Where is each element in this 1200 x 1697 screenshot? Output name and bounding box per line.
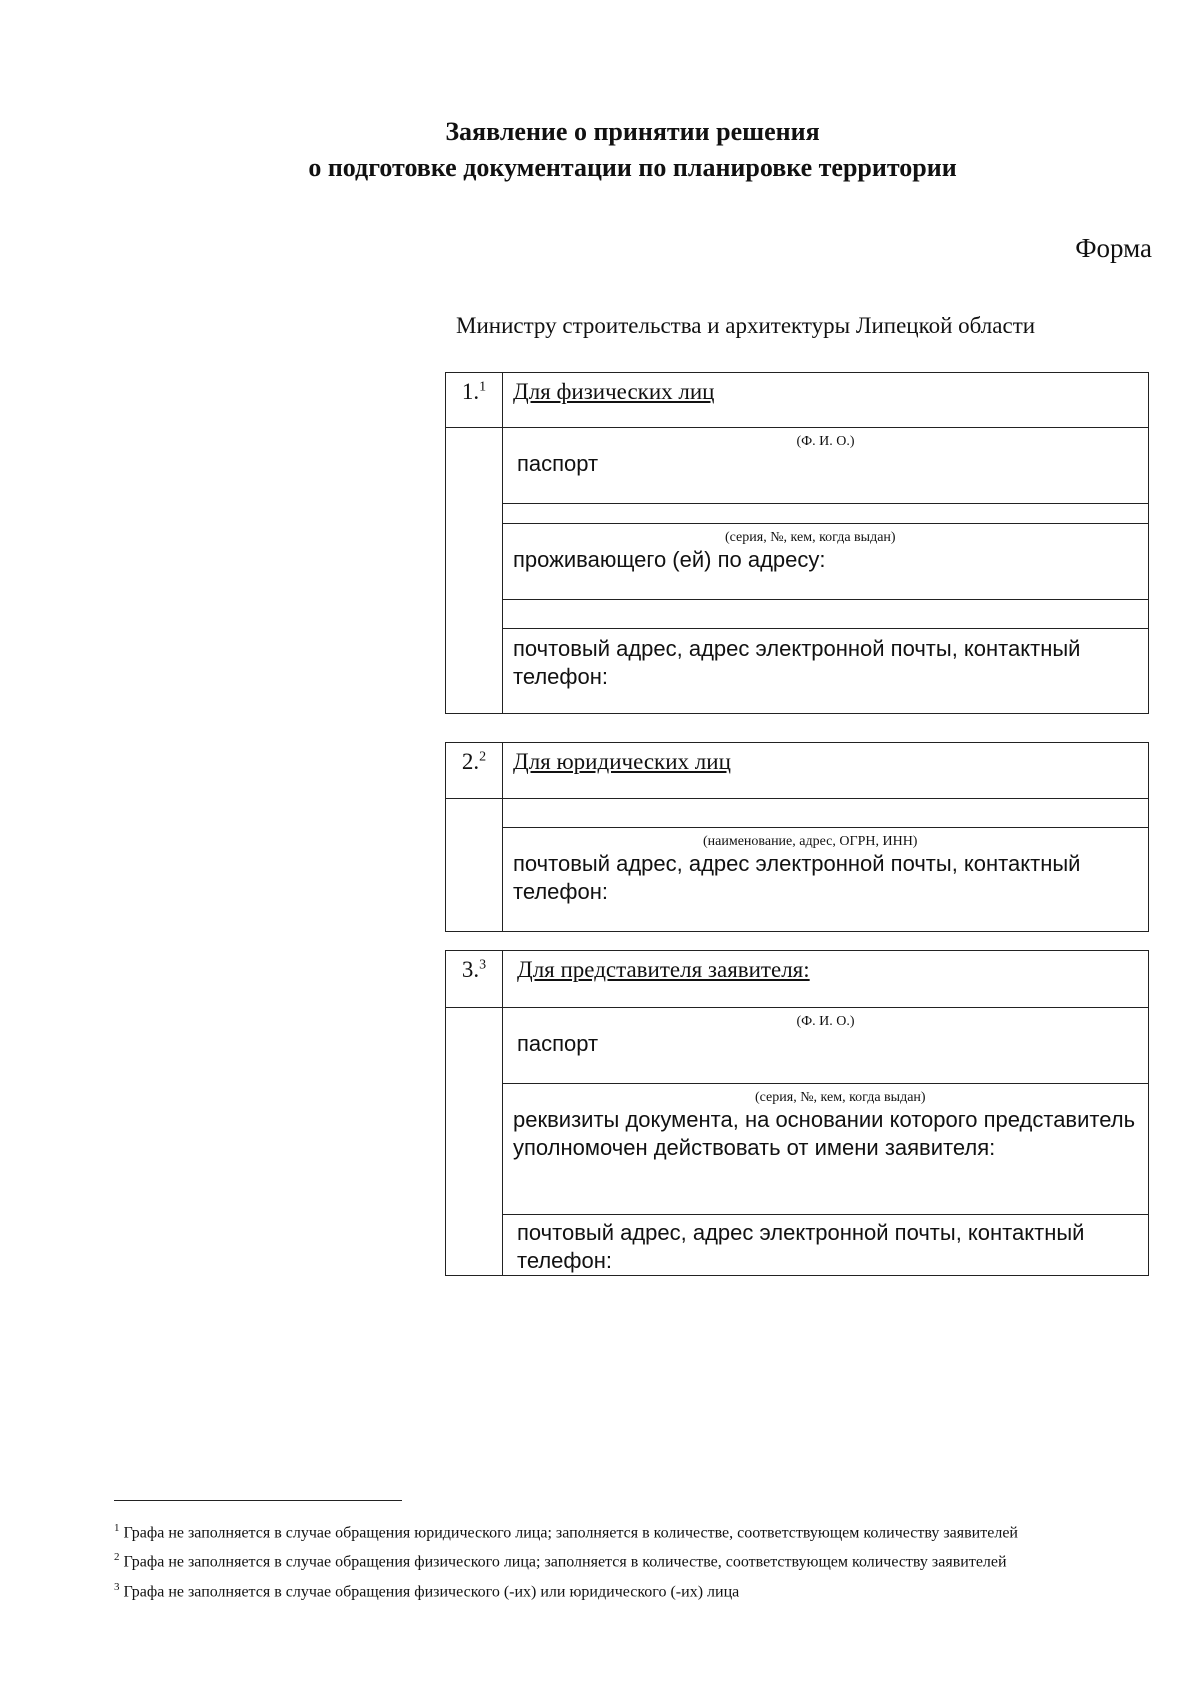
section-legal-entities-table bbox=[445, 742, 1149, 932]
footnote-separator bbox=[114, 1500, 402, 1501]
footnotes bbox=[114, 1516, 1174, 1604]
contacts-label: почтовый адрес, адрес электронной почты, контактный телефон: bbox=[517, 1220, 1085, 1273]
footnote-1: $^1$ Графа не заполняется в случае обращения юридического лица; заполняется в количестве, соответствующем количеству заявителей bbox=[114, 1522, 1018, 1542]
fio-caption: (Ф. И. О.) bbox=[796, 1014, 855, 1029]
fio-caption: (Ф. И. О.) bbox=[796, 434, 855, 449]
contacts-field[interactable] bbox=[503, 1215, 1149, 1276]
footnote-2: $^2$ Графа не заполняется в случае обращения физического лица; заполняется в количестве, соответствующем количеству заявителей bbox=[114, 1551, 1007, 1571]
document-title bbox=[0, 114, 1200, 186]
authority-label: реквизиты документа, на основании которого представитель уполномочен действовать от имени заявителя: bbox=[513, 1107, 1136, 1160]
section-individuals-table bbox=[445, 372, 1149, 714]
section-header: Для физических лиц bbox=[503, 373, 1149, 428]
contacts-label: почтовый адрес, адрес электронной почты, контактный телефон: bbox=[513, 636, 1081, 689]
organization-caption: (наименование, адрес, ОГРН, ИНН) bbox=[703, 834, 918, 849]
form-label: Форма bbox=[1075, 233, 1152, 263]
passport-label: паспорт bbox=[517, 451, 599, 476]
fio-field[interactable] bbox=[503, 428, 1149, 504]
number-column-blank bbox=[446, 1008, 503, 1276]
number-column-blank bbox=[446, 428, 503, 714]
addressee: Министру строительства и архитектуры Липецкой области bbox=[456, 313, 1036, 338]
section-number: 3.$^3$ bbox=[446, 951, 503, 1008]
title-line-1: Заявление о принятии решения bbox=[445, 117, 820, 146]
fio-field[interactable] bbox=[503, 1008, 1149, 1084]
contacts-field[interactable] bbox=[503, 828, 1149, 932]
passport-caption: (серия, №, кем, когда выдан) bbox=[755, 1090, 926, 1105]
passport-label: паспорт bbox=[517, 1031, 599, 1056]
section-number: 1.$^1$ bbox=[446, 373, 503, 428]
section-header: Для юридических лиц bbox=[503, 743, 1149, 799]
contacts-label: почтовый адрес, адрес электронной почты, контактный телефон: bbox=[513, 851, 1081, 904]
address-field[interactable] bbox=[503, 600, 1149, 629]
address-label: проживающего (ей) по адресу: bbox=[513, 547, 826, 572]
section-header: Для представителя заявителя: bbox=[503, 951, 1149, 1008]
title-line-2: о подготовке документации по планировке территории bbox=[308, 153, 957, 182]
contacts-field[interactable] bbox=[503, 629, 1149, 714]
passport-details-field[interactable] bbox=[503, 524, 1149, 600]
section-representative-table bbox=[445, 950, 1149, 1276]
passport-details-field[interactable] bbox=[503, 1084, 1149, 1215]
passport-caption: (серия, №, кем, когда выдан) bbox=[725, 530, 896, 545]
section-number: 2.$^2$ bbox=[446, 743, 503, 799]
passport-field[interactable] bbox=[503, 504, 1149, 524]
footnote-3: $^3$ Графа не заполняется в случае обращения физического (-их) или юридического (-их) лица bbox=[114, 1580, 740, 1600]
number-column-blank bbox=[446, 799, 503, 932]
organization-field[interactable] bbox=[503, 799, 1149, 828]
